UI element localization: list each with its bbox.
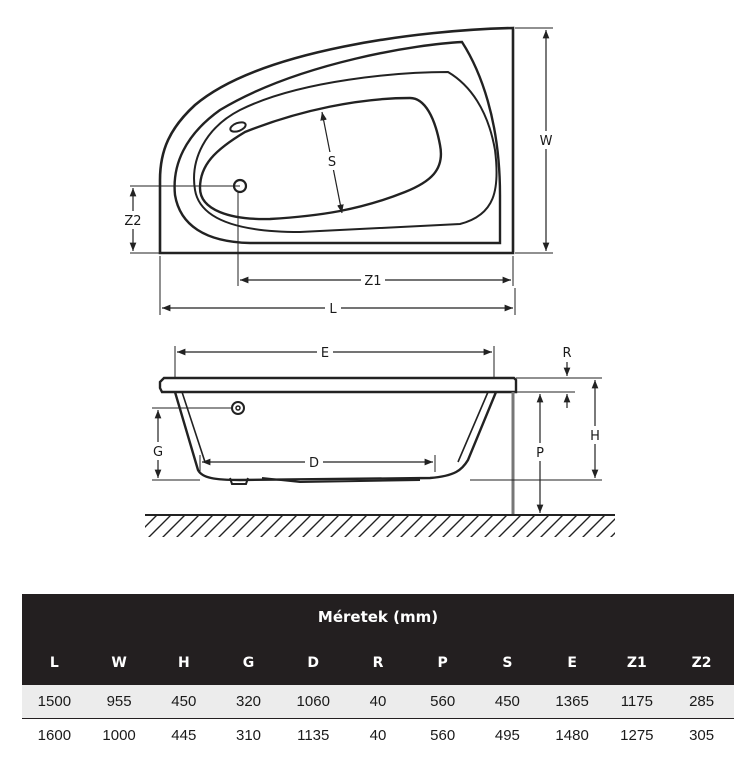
label-z2: Z2 bbox=[124, 214, 142, 229]
tub-inner-profile bbox=[182, 392, 488, 462]
table-cell: 1275 bbox=[604, 719, 669, 753]
table-cell: 320 bbox=[216, 685, 281, 719]
label-g: G bbox=[152, 445, 164, 460]
tub-rim-profile bbox=[160, 378, 516, 392]
label-l: L bbox=[329, 302, 337, 317]
table-title-row bbox=[22, 594, 734, 640]
dimensions-table bbox=[22, 594, 734, 752]
column-header: S bbox=[475, 640, 540, 685]
table-row bbox=[22, 685, 734, 719]
table-header-row bbox=[22, 640, 734, 685]
overflow-fitting-icon bbox=[232, 402, 244, 414]
side-view bbox=[145, 346, 615, 537]
column-header: R bbox=[346, 640, 411, 685]
table-cell: 1175 bbox=[604, 685, 669, 719]
label-p: P bbox=[536, 446, 544, 461]
label-r: R bbox=[562, 346, 572, 361]
table-cell: 310 bbox=[216, 719, 281, 753]
table-cell: 450 bbox=[475, 685, 540, 719]
table-cell: 1000 bbox=[87, 719, 152, 753]
floor-hatch bbox=[145, 515, 615, 537]
table-cell: 1060 bbox=[281, 685, 346, 719]
column-header: P bbox=[410, 640, 475, 685]
table-cell: 40 bbox=[346, 719, 411, 753]
column-header: W bbox=[87, 640, 152, 685]
column-header: D bbox=[281, 640, 346, 685]
tub-outer-rim bbox=[160, 28, 513, 253]
tub-body-profile bbox=[175, 392, 496, 480]
label-s: S bbox=[327, 155, 337, 170]
table-cell: 1600 bbox=[22, 719, 87, 753]
column-header: E bbox=[540, 640, 605, 685]
table-cell: 450 bbox=[151, 685, 216, 719]
tub-ledge-line bbox=[194, 72, 497, 232]
table-cell: 1135 bbox=[281, 719, 346, 753]
table-cell: 445 bbox=[151, 719, 216, 753]
table-cell: 560 bbox=[410, 685, 475, 719]
label-e: E bbox=[320, 346, 330, 361]
table-cell: 40 bbox=[346, 685, 411, 719]
table-row bbox=[22, 719, 734, 753]
column-header: Z2 bbox=[669, 640, 734, 685]
column-header: G bbox=[216, 640, 281, 685]
label-h: H bbox=[590, 429, 600, 444]
label-w: W bbox=[539, 134, 553, 149]
top-view-labels bbox=[122, 131, 556, 317]
table-cell: 1500 bbox=[22, 685, 87, 719]
label-z1: Z1 bbox=[364, 274, 382, 289]
label-d: D bbox=[308, 456, 320, 471]
table-cell: 1365 bbox=[540, 685, 605, 719]
tub-basin bbox=[200, 98, 441, 219]
table-cell: 955 bbox=[87, 685, 152, 719]
column-header: H bbox=[151, 640, 216, 685]
top-view bbox=[130, 28, 553, 315]
table-cell: 285 bbox=[669, 685, 734, 719]
side-view-labels bbox=[150, 343, 605, 471]
table-cell: 495 bbox=[475, 719, 540, 753]
table-cell: 560 bbox=[410, 719, 475, 753]
table-cell: 1480 bbox=[540, 719, 605, 753]
table-cell: 305 bbox=[669, 719, 734, 753]
column-header: L bbox=[22, 640, 87, 685]
table-title: Méretek (mm) bbox=[22, 594, 734, 640]
column-header: Z1 bbox=[604, 640, 669, 685]
